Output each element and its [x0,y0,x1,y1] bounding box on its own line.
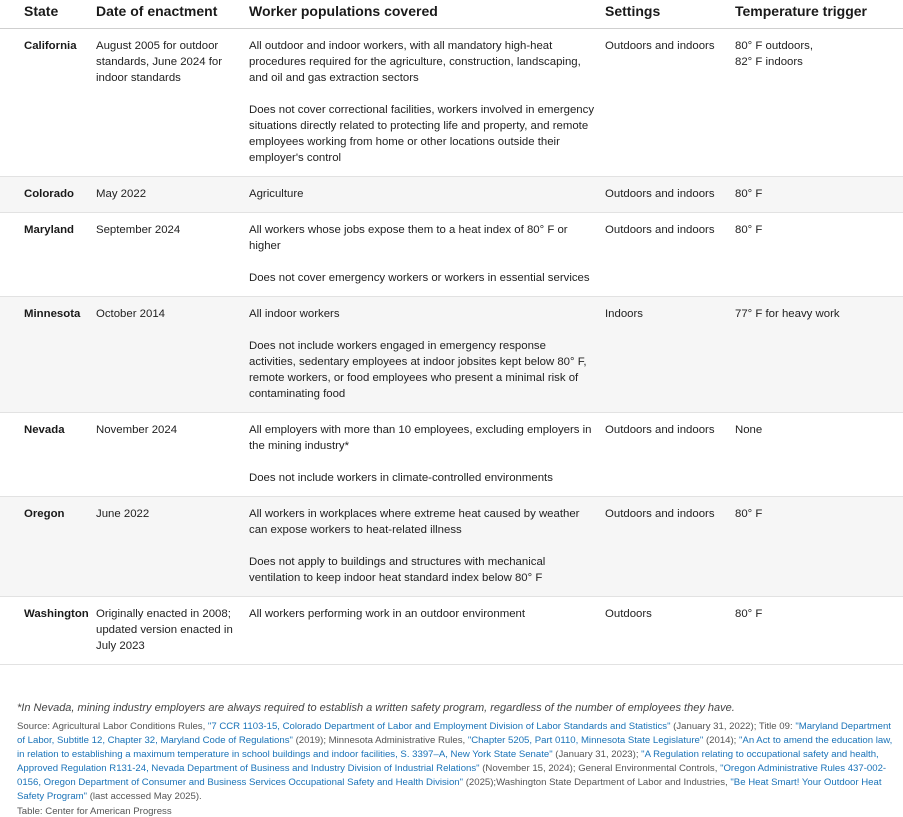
table-row [0,597,903,665]
settings-cell [605,597,735,665]
trigger-cell [735,413,903,497]
settings-text: Outdoors and indoors [605,224,715,236]
covered-exclusion-text: Does not include workers engaged in emergency response activities, sedentary employees at indoor jobsites kept below 80° F, remote workers, or food employees who present a minimal risk of contaminating food [249,340,587,400]
table-row [0,29,903,177]
settings-cell [605,213,735,297]
trigger-cell [735,597,903,665]
trigger-text: 82° F indoors [735,56,803,68]
settings-text: Indoors [605,308,643,320]
date-cell [96,177,249,213]
state-cell: Oregon [0,497,96,597]
table-credit: Table: Center for American Progress [17,806,172,817]
table-footnote: *In Nevada, mining industry employers are always required to establish a written safety program, regardless of the number of employees they have. [17,702,735,714]
settings-text: Outdoors and indoors [605,40,715,52]
covered-exclusion-text: Does not apply to buildings and structures with mechanical ventilation to keep indoor heat standard index below 80° F [249,556,546,584]
source-link[interactable]: "Be Heat Smart! Your Outdoor Heat Safety Program" [17,777,882,802]
covered-exclusion-text: Does not cover correctional facilities, workers involved in emergency situations directly related to protecting life and property, and remote employees working from home or other locations outside their employer's control [249,104,595,164]
covered-cell [249,177,605,213]
source-text: Source: Agricultural Labor Conditions Rules, [17,721,208,732]
covered-cell [249,597,605,665]
trigger-text: 80° F [735,224,763,236]
date-text: October 2014 [96,308,166,320]
covered-exclusion-text: Does not cover emergency workers or workers in essential services [249,272,590,284]
covered-cell [249,213,605,297]
source-link[interactable]: "Maryland Department of Labor, Subtitle 12, Chapter 32, Maryland Code of Regulations" [17,721,891,746]
date-text: May 2022 [96,188,147,200]
table-row [0,297,903,413]
covered-text: All workers whose jobs expose them to a heat index of 80° F or higher [249,224,568,252]
covered-cell [249,413,605,497]
covered-cell [249,29,605,177]
date-cell [96,29,249,177]
covered-text: All outdoor and indoor workers, with all mandatory high-heat procedures required for the agriculture, construction, landscaping, and oil and gas extraction sectors [249,40,581,84]
settings-cell [605,497,735,597]
trigger-text: 80° F [735,188,763,200]
source-text: (2014); [703,735,740,746]
source-text: (2019); Minnesota Administrative Rules, [292,735,468,746]
covered-exclusion-text: Does not include workers in climate-controlled environments [249,472,553,484]
trigger-cell [735,213,903,297]
trigger-text: 80° F [735,508,763,520]
date-cell [96,413,249,497]
source-link[interactable]: "Chapter 5205, Part 0110, Minnesota State Legislature" [467,735,704,746]
table-row [0,213,903,297]
settings-cell [605,413,735,497]
source-text: (January 31, 2023); [552,749,642,760]
state-cell: California [0,29,96,177]
table-row [0,177,903,213]
covered-text: All employers with more than 10 employees, excluding employers in the mining industry* [249,424,592,452]
source-link[interactable]: "A Regulation relating to occupational safety and health, Approved Regulation R131-24, Nevada Department of Business and Industry Division of Industrial Relations" [17,749,879,774]
trigger-cell [735,29,903,177]
table-header-row [0,0,903,29]
state-cell: Maryland [0,213,96,297]
covered-text: All workers in workplaces where extreme heat caused by weather can expose workers to heat-related illness [249,508,580,536]
table-row [0,413,903,497]
date-text: Originally enacted in 2008; updated version enacted in July 2023 [96,608,233,652]
covered-text: All workers performing work in an outdoor environment [249,608,526,620]
source-link[interactable]: "An Act to amend the education law, in relation to establishing a maximum temperature in school buildings and indoor facilities, S. 3397–A, New York State Senate" [17,735,893,760]
covered-text: Agriculture [249,188,304,200]
covered-cell [249,297,605,413]
trigger-cell [735,497,903,597]
source-link[interactable]: "Oregon Administrative Rules 437-002-0156, Oregon Department of Consumer and Business Services Occupational Safety and Health Division" [17,763,887,788]
header-settings: Settings [605,0,735,29]
table-row [0,497,903,597]
trigger-text: 80° F [735,608,763,620]
trigger-cell [735,297,903,413]
date-cell [96,497,249,597]
source-text: (last accessed May 2025). [87,791,202,802]
date-cell [96,597,249,665]
settings-cell [605,297,735,413]
source-link[interactable]: "7 CCR 1103-15, Colorado Department of Labor and Employment Division of Labor Standards and Statistics" [207,721,671,732]
settings-text: Outdoors and indoors [605,508,715,520]
settings-text: Outdoors and indoors [605,188,715,200]
source-text: (November 15, 2024); General Environmental Controls, [479,763,721,774]
header-trigger: Temperature trigger [735,0,903,29]
date-text: September 2024 [96,224,181,236]
state-cell: Minnesota [0,297,96,413]
trigger-text: None [735,424,763,436]
header-date: Date of enactment [96,0,249,29]
settings-text: Outdoors and indoors [605,424,715,436]
source-citations [17,720,901,804]
date-cell [96,297,249,413]
trigger-text: 77° F for heavy work [735,308,840,320]
covered-cell [249,497,605,597]
date-text: June 2022 [96,508,150,520]
source-text: (January 31, 2022); Title 09: [670,721,796,732]
header-state: State [0,0,96,29]
date-text: August 2005 for outdoor standards, June 2024 for indoor standards [96,40,223,84]
settings-cell [605,177,735,213]
date-text: November 2024 [96,424,178,436]
trigger-cell [735,177,903,213]
state-cell: Nevada [0,413,96,497]
header-covered: Worker populations covered [249,0,605,29]
settings-text: Outdoors [605,608,652,620]
trigger-text: 80° F outdoors, [735,40,814,52]
settings-cell [605,29,735,177]
covered-text: All indoor workers [249,308,340,320]
source-text: (2025);Washington State Department of Labor and Industries, [463,777,731,788]
state-cell: Colorado [0,177,96,213]
state-cell: Washington [0,597,96,665]
date-cell [96,213,249,297]
